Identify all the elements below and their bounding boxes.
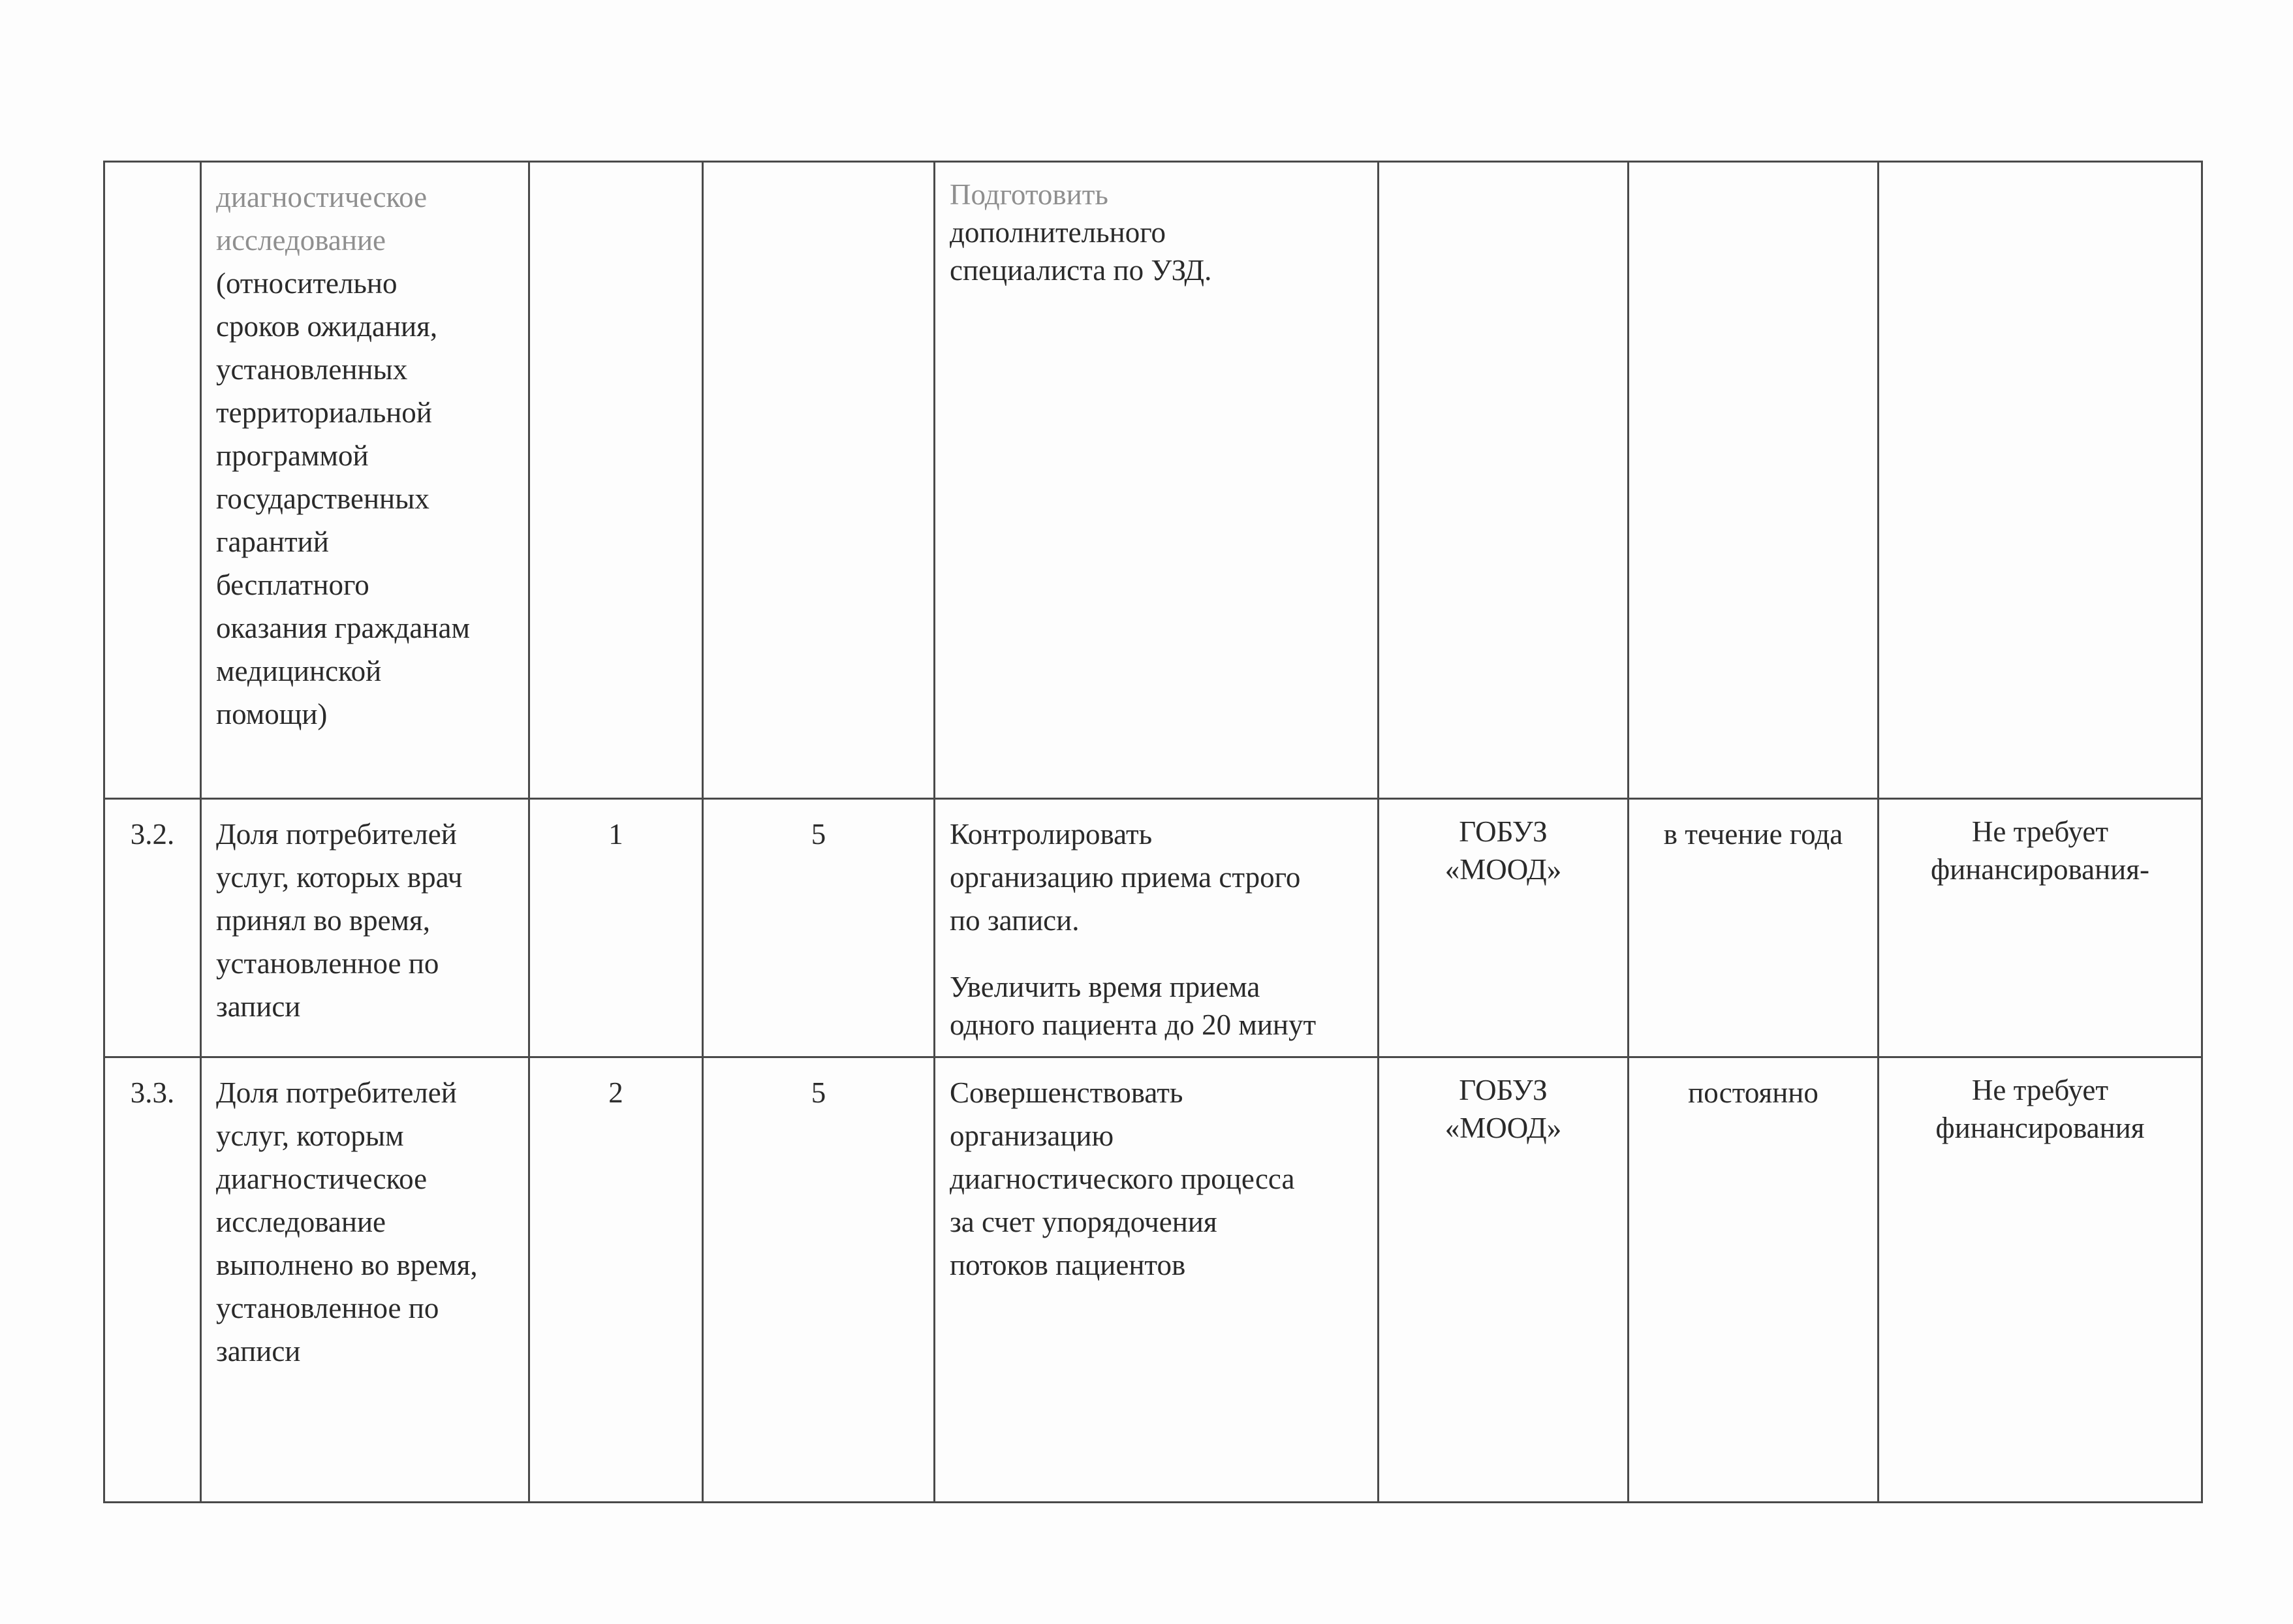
indicator-line: установленное по [216, 947, 439, 980]
indicator-line: исследование [216, 1206, 386, 1238]
actions-cell [935, 799, 1379, 1057]
indicator-line: исследование [216, 224, 386, 257]
indicator-line: установленное по [216, 1292, 439, 1324]
action-line: организацию [950, 1119, 1114, 1152]
indicator-line: (относительно [216, 267, 398, 300]
responsible-cell [1379, 162, 1629, 799]
deadline-text: постоянно [1688, 1076, 1818, 1109]
indicator-line: выполнено во время, [216, 1249, 478, 1281]
action-line: Контролировать [950, 818, 1153, 851]
indicator-line: программой [216, 439, 369, 472]
deadline-cell [1629, 1057, 1879, 1503]
indicator-line: Доля потребителей [216, 1076, 457, 1109]
action-line: диагностического процесса [950, 1163, 1295, 1195]
action-line: потоков пациентов [950, 1249, 1186, 1281]
current-value-cell [529, 162, 703, 799]
responsible-cell [1379, 799, 1629, 1057]
indicator-line: Доля потребителей [216, 818, 457, 851]
financing-line: финансирования- [1931, 853, 2149, 886]
action-line: организацию приема строго [950, 861, 1301, 894]
target-value-cell: 5 [703, 799, 935, 1057]
current-value-cell: 1 [529, 799, 703, 1057]
indicator-line: территориальной [216, 396, 432, 429]
action-line: за счет упорядочения [950, 1206, 1217, 1238]
row-number-cell: 3.3. [104, 1057, 201, 1503]
financing-cell [1879, 1057, 2202, 1503]
action-line: специалиста по УЗД. [950, 254, 1212, 287]
actions-cell [935, 162, 1379, 799]
improvement-plan-table [103, 161, 2203, 1503]
responsible-line: «МООД» [1444, 853, 1562, 886]
indicator-line: бесплатного [216, 569, 369, 601]
deadline-cell [1629, 799, 1879, 1057]
table-row [104, 799, 2202, 1057]
table-row [104, 1057, 2202, 1503]
financing-cell [1879, 799, 2202, 1057]
target-value-cell [703, 162, 935, 799]
indicator-line: гарантий [216, 525, 329, 558]
indicator-line: записи [216, 1335, 301, 1367]
financing-line: Не требует [1971, 1074, 2109, 1106]
indicator-line: сроков ожидания, [216, 310, 438, 343]
action-line: Подготовить [950, 178, 1108, 211]
indicator-cell [201, 799, 529, 1057]
indicator-line: записи [216, 990, 301, 1023]
actions-cell [935, 1057, 1379, 1503]
indicator-line: услуг, которых врач [216, 861, 463, 894]
indicator-line: государственных [216, 482, 429, 515]
financing-line: финансирования [1935, 1112, 2145, 1144]
indicator-line: установленных [216, 353, 408, 386]
indicator-cell [201, 162, 529, 799]
indicator-line: оказания гражданам [216, 612, 470, 644]
indicator-line: принял во время, [216, 904, 430, 937]
deadline-cell [1629, 162, 1879, 799]
indicator-line: медицинской [216, 655, 382, 687]
financing-cell [1879, 162, 2202, 799]
current-value-cell: 2 [529, 1057, 703, 1503]
action-line: дополнительного [950, 216, 1166, 249]
action-line: по записи. [950, 904, 1080, 937]
financing-line: Не требует [1971, 815, 2109, 848]
row-number-cell [104, 162, 201, 799]
indicator-line: диагностическое [216, 1163, 428, 1195]
action-line: одного пациента до 20 минут [950, 1008, 1317, 1041]
indicator-line: диагностическое [216, 181, 428, 213]
indicator-cell [201, 1057, 529, 1503]
target-value-cell: 5 [703, 1057, 935, 1503]
responsible-line: «МООД» [1444, 1112, 1562, 1144]
table-row [104, 162, 2202, 799]
indicator-line: помощи) [216, 698, 328, 730]
responsible-line: ГОБУЗ [1459, 815, 1548, 848]
action-line: Совершенствовать [950, 1076, 1183, 1109]
deadline-text: в течение года [1663, 818, 1843, 851]
responsible-cell [1379, 1057, 1629, 1503]
indicator-line: услуг, которым [216, 1119, 404, 1152]
action-line: Увеличить время приема [950, 971, 1260, 1003]
row-number-cell: 3.2. [104, 799, 201, 1057]
responsible-line: ГОБУЗ [1459, 1074, 1548, 1106]
